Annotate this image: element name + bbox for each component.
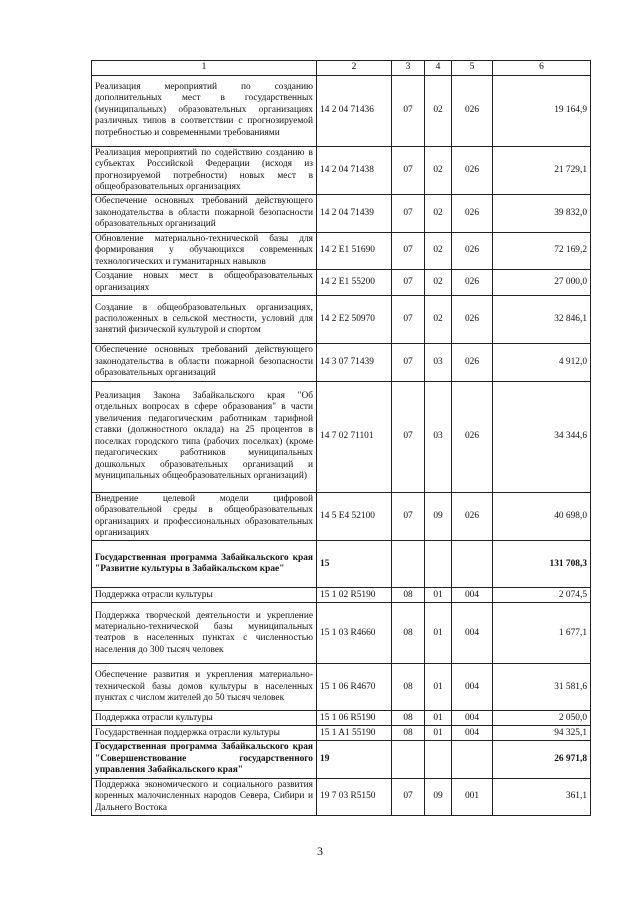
- row-expense-type: 026: [452, 270, 493, 296]
- row-code: 14 2 04 71438: [317, 146, 392, 195]
- row-subsection: 02: [425, 75, 452, 146]
- row-code: 14 3 07 71439: [317, 344, 392, 381]
- row-amount: 1 677,1: [493, 603, 591, 664]
- row-code: 14 2 E1 51690: [317, 232, 392, 269]
- table-row: [92, 492, 591, 541]
- row-amount: 32 846,1: [493, 296, 591, 344]
- row-amount: 34 344,6: [493, 381, 591, 492]
- header-col-4: 4: [425, 61, 452, 76]
- table-row: [92, 711, 591, 726]
- row-expense-type: 004: [452, 588, 493, 603]
- table-row: [92, 195, 591, 232]
- row-section: 08: [392, 664, 425, 711]
- row-code: 15 1 03 R4660: [317, 603, 392, 664]
- row-expense-type: 004: [452, 711, 493, 726]
- row-name: Реализация Закона Забайкальского края "Об отдельных вопросах в сфере образования" в части увеличения педагогическим работникам тарифной ставки (должностного оклада) на 25 процентов в поселках городского типа (рабочих поселках) (кроме педагогических работников муниципальных дошкольных образовательных организаций и муниципальных общеобразовательных организаций): [92, 381, 317, 492]
- row-name: Обеспечение основных требований действующего законодательства в области пожарной безопасности образовательных организаций: [92, 195, 317, 232]
- row-name: Создание в общеобразовательных организациях, расположенных в сельской местности, условий для занятий физической культурой и спортом: [92, 296, 317, 344]
- row-subsection: 02: [425, 195, 452, 232]
- table-row: [92, 603, 591, 664]
- row-section: 07: [392, 296, 425, 344]
- header-col-3: 3: [392, 61, 425, 76]
- row-amount: 2 050,0: [493, 711, 591, 726]
- table-row: [92, 146, 591, 195]
- row-subsection: 03: [425, 381, 452, 492]
- row-subsection: 02: [425, 296, 452, 344]
- row-expense-type: [452, 541, 493, 588]
- row-name: Реализация мероприятий по содействию созданию в субъектах Российской Федерации (исходя из прогнозируемой потребности) новых мест в общеобразовательных организациях: [92, 146, 317, 195]
- table-row: [92, 75, 591, 146]
- row-section: 07: [392, 146, 425, 195]
- row-subsection: 01: [425, 726, 452, 741]
- row-code: 15 1 02 R5190: [317, 588, 392, 603]
- row-expense-type: 026: [452, 381, 493, 492]
- row-section: 07: [392, 778, 425, 815]
- row-subsection: 09: [425, 778, 452, 815]
- row-code: 15: [317, 541, 392, 588]
- row-subsection: [425, 741, 452, 778]
- row-name: Поддержка творческой деятельности и укрепление материально-технической базы муниципальных театров в населенных пунктах с численностью населения до 300 тысяч человек: [92, 603, 317, 664]
- row-name: Государственная программа Забайкальского края "Совершенствование государственного управления Забайкальского края": [92, 741, 317, 778]
- header-col-1: 1: [92, 61, 317, 76]
- table-row: [92, 726, 591, 741]
- row-expense-type: [452, 741, 493, 778]
- row-code: 14 2 04 71439: [317, 195, 392, 232]
- header-col-2: 2: [317, 61, 392, 76]
- row-section: 07: [392, 492, 425, 541]
- row-subsection: 01: [425, 588, 452, 603]
- row-expense-type: 026: [452, 75, 493, 146]
- table-row: [92, 664, 591, 711]
- row-section: 07: [392, 270, 425, 296]
- row-expense-type: 026: [452, 232, 493, 269]
- table-row: [92, 588, 591, 603]
- row-expense-type: 004: [452, 664, 493, 711]
- row-name: Обновление материально-технической базы для формирования у обучающихся современных технологических и гуманитарных навыков: [92, 232, 317, 269]
- row-amount: 131 708,3: [493, 541, 591, 588]
- row-name: Внедрение целевой модели цифровой образовательной среды в общеобразовательных организациях и профессиональных образовательных организациях: [92, 492, 317, 541]
- row-amount: 40 698,0: [493, 492, 591, 541]
- row-section: 07: [392, 381, 425, 492]
- row-amount: 19 164,9: [493, 75, 591, 146]
- table-row: [92, 741, 591, 778]
- row-code: 15 1 06 R5190: [317, 711, 392, 726]
- row-expense-type: 026: [452, 195, 493, 232]
- table-row: [92, 778, 591, 815]
- row-code: 14 2 E2 50970: [317, 296, 392, 344]
- row-subsection: 01: [425, 664, 452, 711]
- row-subsection: 09: [425, 492, 452, 541]
- page-number: 3: [317, 844, 323, 858]
- row-code: 19: [317, 741, 392, 778]
- row-amount: 21 729,1: [493, 146, 591, 195]
- table-header: [92, 61, 591, 76]
- row-code: 15 1 06 R4670: [317, 664, 392, 711]
- row-section: 08: [392, 711, 425, 726]
- row-subsection: 02: [425, 232, 452, 269]
- row-expense-type: 004: [452, 726, 493, 741]
- table-row: [92, 296, 591, 344]
- row-subsection: 01: [425, 711, 452, 726]
- row-subsection: 03: [425, 344, 452, 381]
- row-amount: 31 581,6: [493, 664, 591, 711]
- row-name: Обеспечение основных требований действующего законодательства в области пожарной безопасности образовательных организаций: [92, 344, 317, 381]
- row-name: Реализация мероприятий по созданию дополнительных мест в государственных (муниципальных) образовательных организациях различных типов в соответствии с прогнозируемой потребностью и современными требованиями: [92, 75, 317, 146]
- row-amount: 26 971,8: [493, 741, 591, 778]
- row-expense-type: 026: [452, 146, 493, 195]
- row-amount: 39 832,0: [493, 195, 591, 232]
- header-col-6: 6: [493, 61, 591, 76]
- row-section: 07: [392, 195, 425, 232]
- row-name: Обеспечение развития и укрепления материально-технической базы домов культуры в населенных пунктах с числом жителей до 50 тысяч человек: [92, 664, 317, 711]
- row-section: 08: [392, 588, 425, 603]
- row-subsection: 02: [425, 270, 452, 296]
- row-expense-type: 026: [452, 492, 493, 541]
- table-row: [92, 541, 591, 588]
- row-subsection: [425, 541, 452, 588]
- header-col-5: 5: [452, 61, 493, 76]
- row-expense-type: 026: [452, 344, 493, 381]
- row-name: Поддержка отрасли культуры: [92, 711, 317, 726]
- row-name: Государственная программа Забайкальского края "Развитие культуры в Забайкальском крае": [92, 541, 317, 588]
- row-subsection: 02: [425, 146, 452, 195]
- row-code: 14 2 E1 55200: [317, 270, 392, 296]
- row-section: [392, 741, 425, 778]
- row-section: [392, 541, 425, 588]
- table-body: [92, 75, 591, 816]
- budget-table: [91, 60, 591, 816]
- row-amount: 2 074,5: [493, 588, 591, 603]
- row-section: 08: [392, 603, 425, 664]
- row-amount: 94 325,1: [493, 726, 591, 741]
- row-amount: 72 169,2: [493, 232, 591, 269]
- row-expense-type: 004: [452, 603, 493, 664]
- row-amount: 361,1: [493, 778, 591, 815]
- table-row: [92, 381, 591, 492]
- row-name: Поддержка отрасли культуры: [92, 588, 317, 603]
- row-section: 07: [392, 344, 425, 381]
- row-subsection: 01: [425, 603, 452, 664]
- row-section: 07: [392, 232, 425, 269]
- row-section: 07: [392, 75, 425, 146]
- row-amount: 27 000,0: [493, 270, 591, 296]
- row-code: 14 2 04 71436: [317, 75, 392, 146]
- table-row: [92, 232, 591, 269]
- row-name: Государственная поддержка отрасли культуры: [92, 726, 317, 741]
- header-row: [92, 61, 591, 76]
- row-code: 14 7 02 71101: [317, 381, 392, 492]
- table-row: [92, 344, 591, 381]
- row-code: 14 5 E4 52100: [317, 492, 392, 541]
- row-code: 19 7 03 R5150: [317, 778, 392, 815]
- row-name: Поддержка экономического и социального развития коренных малочисленных народов Севера, Сибири и Дальнего Востока: [92, 778, 317, 815]
- row-expense-type: 001: [452, 778, 493, 815]
- row-amount: 4 912,0: [493, 344, 591, 381]
- row-section: 08: [392, 726, 425, 741]
- table-row: [92, 270, 591, 296]
- row-name: Создание новых мест в общеобразовательных организациях: [92, 270, 317, 296]
- row-code: 15 1 A1 55190: [317, 726, 392, 741]
- row-expense-type: 026: [452, 296, 493, 344]
